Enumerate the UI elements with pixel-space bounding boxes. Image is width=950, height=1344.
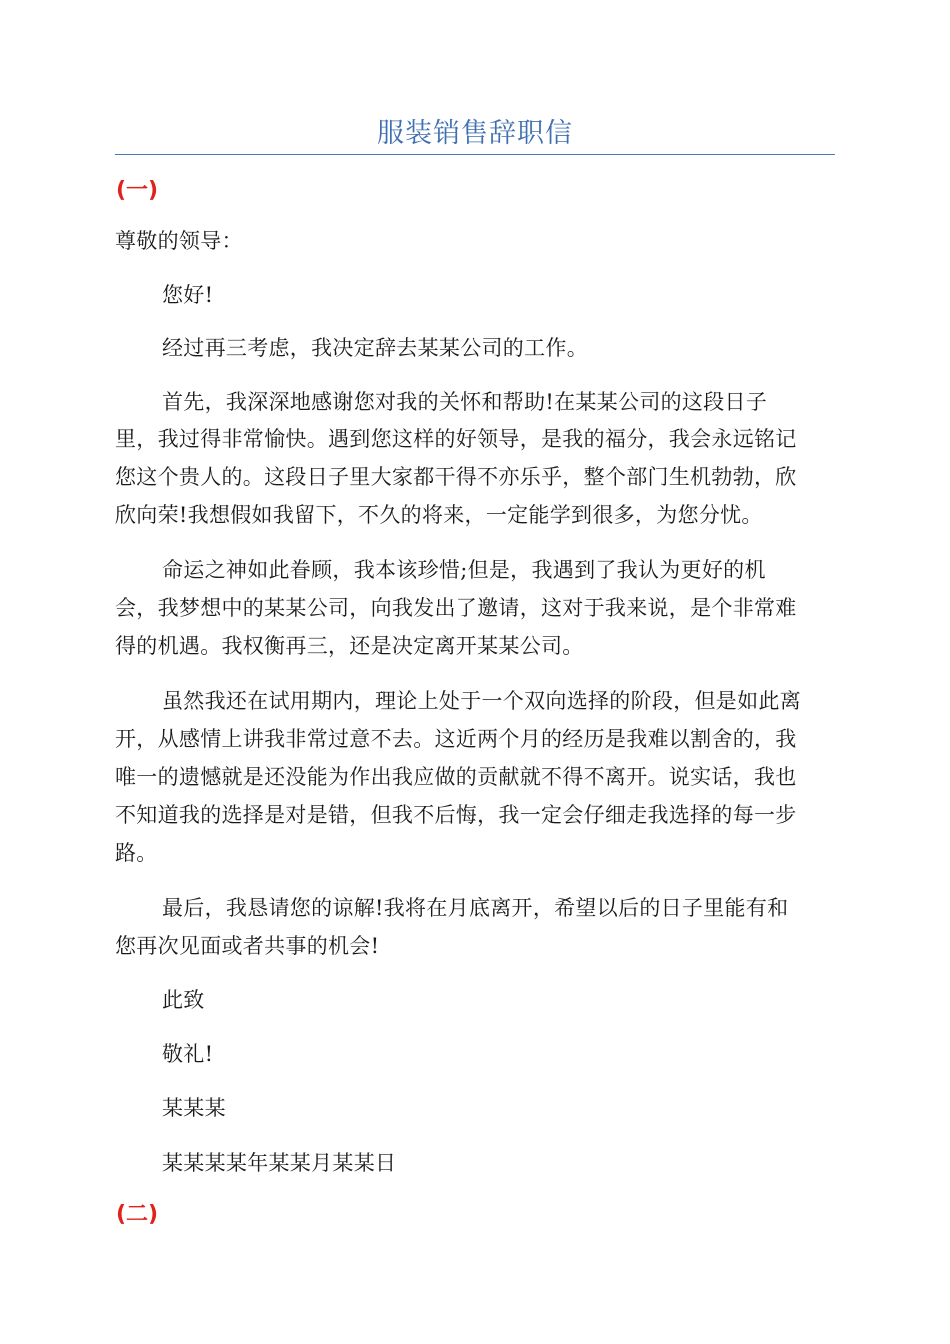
paragraph-line: 会，我梦想中的某某公司，向我发出了邀请，这对于我来说，是个非常难 xyxy=(115,596,797,620)
paragraph-line: 不知道我的选择是对是错，但我不后悔，我一定会仔细走我选择的每一步 xyxy=(115,803,797,827)
paragraph-line: 里，我过得非常愉快。遇到您这样的好领导，是我的福分，我会永远铭记 xyxy=(115,427,797,451)
signature: 某某某 xyxy=(162,1096,226,1120)
section-marker-2: (二) xyxy=(116,1202,159,1227)
paragraph-line: 您再次见面或者共事的机会! xyxy=(115,934,380,958)
paragraph-line: 最后，我恳请您的谅解!我将在月底离开，希望以后的日子里能有和 xyxy=(162,896,789,920)
paragraph-line: 路。 xyxy=(115,841,158,865)
paragraph-line: 经过再三考虑，我决定辞去某某公司的工作。 xyxy=(162,336,588,360)
paragraph-line: 欣向荣!我想假如我留下，不久的将来，一定能学到很多，为您分忧。 xyxy=(115,503,763,527)
closing: 此致 xyxy=(162,988,205,1012)
paragraph-line: 得的机遇。我权衡再三，还是决定离开某某公司。 xyxy=(115,634,584,658)
date: 某某某某年某某月某某日 xyxy=(162,1151,397,1175)
title-underline xyxy=(115,154,835,155)
greeting: 您好! xyxy=(162,283,214,307)
paragraph-line: 命运之神如此眷顾，我本该珍惜;但是，我遇到了我认为更好的机 xyxy=(162,558,766,582)
section-marker-1: (一) xyxy=(116,178,159,203)
paragraph-line: 虽然我还在试用期内，理论上处于一个双向选择的阶段，但是如此离 xyxy=(162,689,801,713)
paragraph-line: 唯一的遗憾就是还没能为作出我应做的贡献就不得不离开。说实话，我也 xyxy=(115,765,797,789)
paragraph-line: 您这个贵人的。这段日子里大家都干得不亦乐乎，整个部门生机勃勃，欣 xyxy=(115,465,797,489)
document-title: 服装销售辞职信 xyxy=(377,118,573,149)
paragraph-line: 开，从感情上讲我非常过意不去。这近两个月的经历是我难以割舍的，我 xyxy=(115,727,797,751)
regards: 敬礼! xyxy=(162,1042,214,1066)
salutation: 尊敬的领导： xyxy=(115,229,243,253)
paragraph-line: 首先，我深深地感谢您对我的关怀和帮助!在某某公司的这段日子 xyxy=(162,390,768,414)
